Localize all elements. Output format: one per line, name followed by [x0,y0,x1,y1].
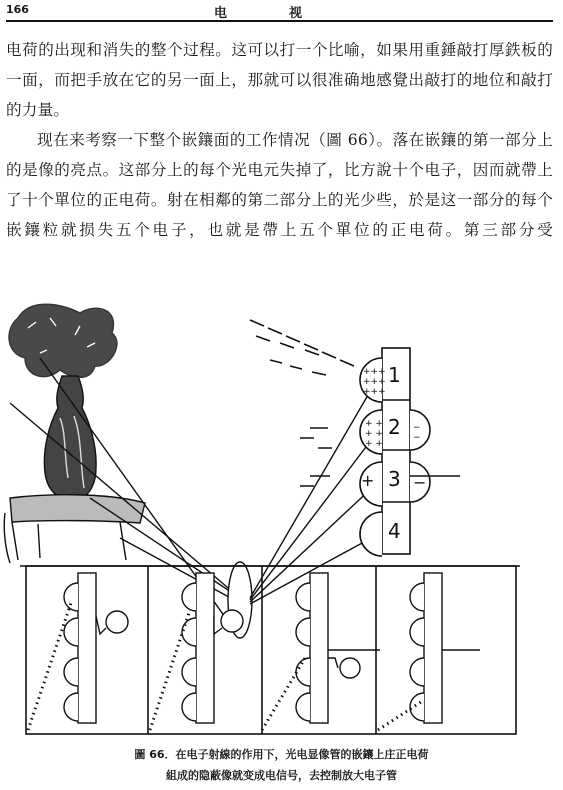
chapter-title: 电视 [214,6,365,21]
electron-beam [250,320,354,486]
paragraph-1: 电荷的出现和消失的整个过程。这可以打一个比喻，如果用重錘敲打厚鉄板的一面，而把手放在它的另一面上，那就可以很准确地感覺出敲打的地位和敲打的力量。 [6,41,553,119]
mosaic-label-1: 1 [388,363,401,387]
svg-text:−: − [413,433,421,443]
plus-charge: + [361,471,375,490]
svg-text:+++: +++ [363,377,386,387]
svg-text:+ +: + + [365,429,383,439]
paragraph-2: 现在来考察一下整个嵌鑲面的工作情况（圖 66）。落在嵌鑲的第一部分上的是像的亮点。这部分上的每个光电元失掉了，比方說十个电子，因而就帶上了十个單位的正电荷。射在相鄰的第二部分上的光少些，於是这一部分的每个嵌鑲粒就损失五个电子，也就是帶上五个單位的正电荷。第三部分受 [6,131,553,239]
mosaic-label-2: 2 [388,415,401,439]
panel-mosaics [64,573,480,723]
svg-text:+ +: + + [365,419,383,429]
svg-text:−: − [413,423,421,433]
flower-vase-illustration [4,304,145,563]
page-number: 166 [6,3,29,16]
figure-drawing [0,298,563,736]
figure-66 [0,298,563,736]
svg-text:+++: +++ [363,387,386,397]
light-ray [90,498,240,598]
header-rule [6,20,553,22]
minus-charge: − [413,473,427,492]
body-text [6,35,553,245]
figure-caption-line-2: 組成的隐蔽像就变成电信号，去控制放大电子管 [166,769,397,782]
svg-text:+++: +++ [363,367,386,377]
running-header [6,2,553,20]
mosaic-label-3: 3 [388,467,401,491]
figure-caption-line-1: 圖 66．在电子射線的作用下，光电显像管的嵌鑲上庄正电荷 [134,748,429,761]
mosaic-label-4: 4 [388,519,401,543]
svg-text:+ +: + + [365,439,383,449]
